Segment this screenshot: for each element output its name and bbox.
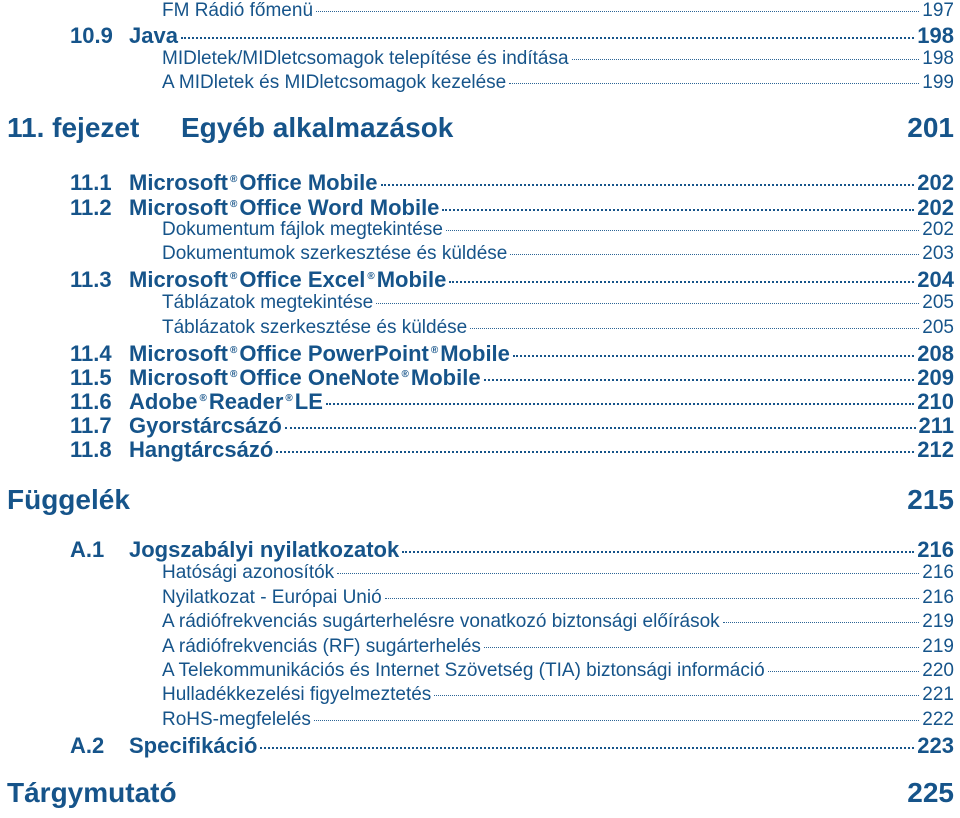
page-number: 210 (917, 389, 954, 414)
title-part: Microsoft (129, 195, 228, 220)
entry-title: Egyéb alkalmazások (181, 112, 454, 143)
page-number: 219 (922, 636, 954, 657)
entry-title (129, 195, 439, 221)
page-number: 220 (922, 660, 954, 681)
page-number: 205 (922, 317, 954, 338)
entry-title (129, 389, 323, 415)
page-number: 197 (922, 0, 954, 21)
toc-entry[interactable] (70, 23, 954, 49)
title-part: Office Excel (239, 267, 366, 292)
dot-leader (316, 11, 919, 12)
toc-entry[interactable] (162, 292, 954, 314)
page-number: 198 (922, 48, 954, 69)
page-number: 204 (917, 267, 954, 292)
toc-entry[interactable] (162, 0, 954, 22)
page-number: 198 (917, 23, 954, 48)
entry-title: A Telekommunikációs és Internet Szövetség (TIA) biztonsági információ (162, 660, 765, 681)
page-number: 225 (907, 777, 954, 808)
toc-entry[interactable] (162, 48, 954, 70)
page-number: 203 (922, 243, 954, 264)
entry-number: 11.3 (70, 267, 112, 292)
toc-entry[interactable] (70, 733, 954, 759)
title-part: Microsoft (129, 365, 228, 390)
dot-leader (449, 281, 914, 283)
toc-entry[interactable] (162, 611, 954, 633)
entry-title: A rádiófrekvenciás sugárterhelésre vonatkozó biztonsági előírások (162, 611, 720, 632)
entry-title: Tárgymutató (7, 777, 177, 808)
dot-leader (768, 671, 920, 672)
page-number: 216 (922, 587, 954, 608)
entry-title: Java (129, 23, 178, 48)
dot-leader (510, 254, 919, 255)
page-number: 199 (922, 72, 954, 93)
toc-entry[interactable] (70, 413, 954, 439)
entry-title: Dokumentumok szerkesztése és küldése (162, 243, 508, 264)
registered-mark: ® (430, 344, 439, 356)
registered-mark: ® (367, 270, 375, 282)
title-part: Office OneNote (239, 365, 400, 390)
toc-entry[interactable] (70, 170, 954, 196)
toc-entry[interactable] (70, 341, 954, 367)
entry-number: 11.6 (70, 389, 112, 414)
page-number: 202 (917, 195, 954, 220)
page-number: 223 (917, 733, 954, 758)
entry-title: Táblázatok megtekintése (162, 292, 374, 313)
toc-entry[interactable] (70, 537, 954, 563)
toc-entry[interactable] (162, 636, 954, 658)
entry-title: A rádiófrekvenciás (RF) sugárterhelés (162, 636, 481, 657)
toc-entry[interactable] (70, 267, 954, 293)
title-part: Office PowerPoint (239, 341, 429, 366)
entry-title: FM Rádió főmenü (162, 0, 314, 21)
entry-title: Táblázatok szerkesztése és küldése (162, 317, 468, 338)
entry-number: A.2 (70, 733, 105, 758)
entry-number: 11.5 (70, 365, 112, 390)
dot-leader (381, 184, 915, 186)
toc-entry[interactable] (162, 219, 954, 241)
dot-leader (484, 379, 915, 381)
entry-title: MIDletek/MIDletcsomagok telepítése és indítása (162, 48, 569, 69)
dot-leader (326, 403, 914, 405)
title-part: LE (294, 389, 323, 414)
title-part: Reader (208, 389, 284, 414)
page-number: 201 (907, 112, 954, 143)
title-part: Office Word Mobile (239, 195, 440, 220)
entry-title: RoHS-megfelelés (162, 709, 311, 730)
title-part: Microsoft (129, 341, 228, 366)
entry-title: Hulladékkezelési figyelmeztetés (162, 684, 432, 705)
entry-number: 11. fejezet (7, 112, 140, 143)
page-number: 215 (907, 484, 954, 515)
toc-entry[interactable] (162, 562, 954, 584)
entry-title: Függelék (7, 484, 130, 515)
dot-leader (446, 230, 919, 231)
entry-title: Hatósági azonosítók (162, 562, 335, 583)
toc-entry[interactable] (70, 389, 954, 415)
entry-title: Hangtárcsázó (129, 437, 274, 462)
toc-entry[interactable] (7, 777, 954, 809)
entry-title: Dokumentum fájlok megtekintése (162, 219, 443, 240)
entry-number: 11.2 (70, 195, 112, 220)
dot-leader (376, 303, 919, 304)
page-number: 216 (922, 562, 954, 583)
page-number: 212 (917, 437, 954, 462)
toc-entry[interactable] (70, 437, 954, 463)
dot-leader (402, 551, 914, 553)
dot-leader (276, 451, 914, 453)
registered-mark: ® (230, 173, 238, 185)
dot-leader (572, 59, 920, 60)
toc-entry[interactable] (7, 484, 954, 516)
entry-number: 11.8 (70, 437, 112, 462)
toc-entry[interactable] (162, 709, 954, 731)
page-number: 221 (922, 684, 954, 705)
page-number: 205 (922, 292, 954, 313)
registered-mark: ® (230, 198, 238, 210)
toc-entry[interactable] (70, 195, 954, 221)
dot-leader (509, 83, 919, 84)
registered-mark: ® (230, 344, 238, 356)
page-number: 208 (917, 341, 954, 366)
title-part: Mobile (376, 267, 447, 292)
entry-title: Nyilatkozat - Európai Unió (162, 587, 382, 608)
dot-leader (723, 622, 920, 623)
entry-number: 11.4 (70, 341, 112, 366)
toc-entry[interactable] (162, 660, 954, 682)
entry-title (129, 365, 481, 391)
toc-entry[interactable] (162, 587, 954, 609)
title-part: Office Mobile (239, 170, 378, 195)
dot-leader (513, 355, 914, 357)
toc-entry[interactable] (162, 317, 954, 339)
registered-mark: ® (401, 368, 409, 380)
entry-number: 10.9 (70, 23, 113, 48)
dot-leader (314, 720, 919, 721)
entry-title: Gyorstárcsázó (129, 413, 282, 438)
entry-title: A MIDletek és MIDletcsomagok kezelése (162, 72, 507, 93)
registered-mark: ® (199, 392, 207, 404)
page-number: 209 (917, 365, 954, 390)
dot-leader (181, 37, 914, 39)
title-part: Mobile (410, 365, 481, 390)
entry-title (129, 267, 446, 293)
title-part: Adobe (129, 389, 198, 414)
entry-title (129, 341, 510, 367)
page-number: 219 (922, 611, 954, 632)
dot-leader (285, 427, 916, 429)
registered-mark: ® (230, 368, 238, 380)
title-part: Microsoft (129, 170, 228, 195)
dot-leader (484, 647, 919, 648)
title-part: Mobile (440, 341, 510, 366)
entry-title: Jogszabályi nyilatkozatok (129, 537, 400, 562)
page-number: 211 (918, 413, 954, 438)
dot-leader (337, 573, 919, 574)
page-number: 202 (917, 170, 954, 195)
entry-title: Specifikáció (129, 733, 258, 758)
toc-entry[interactable] (162, 684, 954, 706)
registered-mark: ® (230, 270, 238, 282)
dot-leader (470, 328, 919, 329)
page-number: 202 (922, 219, 954, 240)
dot-leader (385, 598, 920, 599)
page-number: 222 (922, 709, 954, 730)
toc-entry[interactable] (70, 365, 954, 391)
dot-leader (442, 209, 914, 211)
dot-leader (434, 695, 919, 696)
toc-entry[interactable] (162, 72, 954, 94)
page-number: 216 (917, 537, 954, 562)
entry-number: 11.1 (70, 170, 112, 195)
toc-entry[interactable] (7, 112, 954, 144)
entry-number: A.1 (70, 537, 105, 562)
registered-mark: ® (285, 392, 293, 404)
entry-number: 11.7 (70, 413, 112, 438)
entry-title (129, 170, 378, 196)
toc-entry[interactable] (162, 243, 954, 265)
title-part: Microsoft (129, 267, 228, 292)
dot-leader (260, 747, 914, 749)
